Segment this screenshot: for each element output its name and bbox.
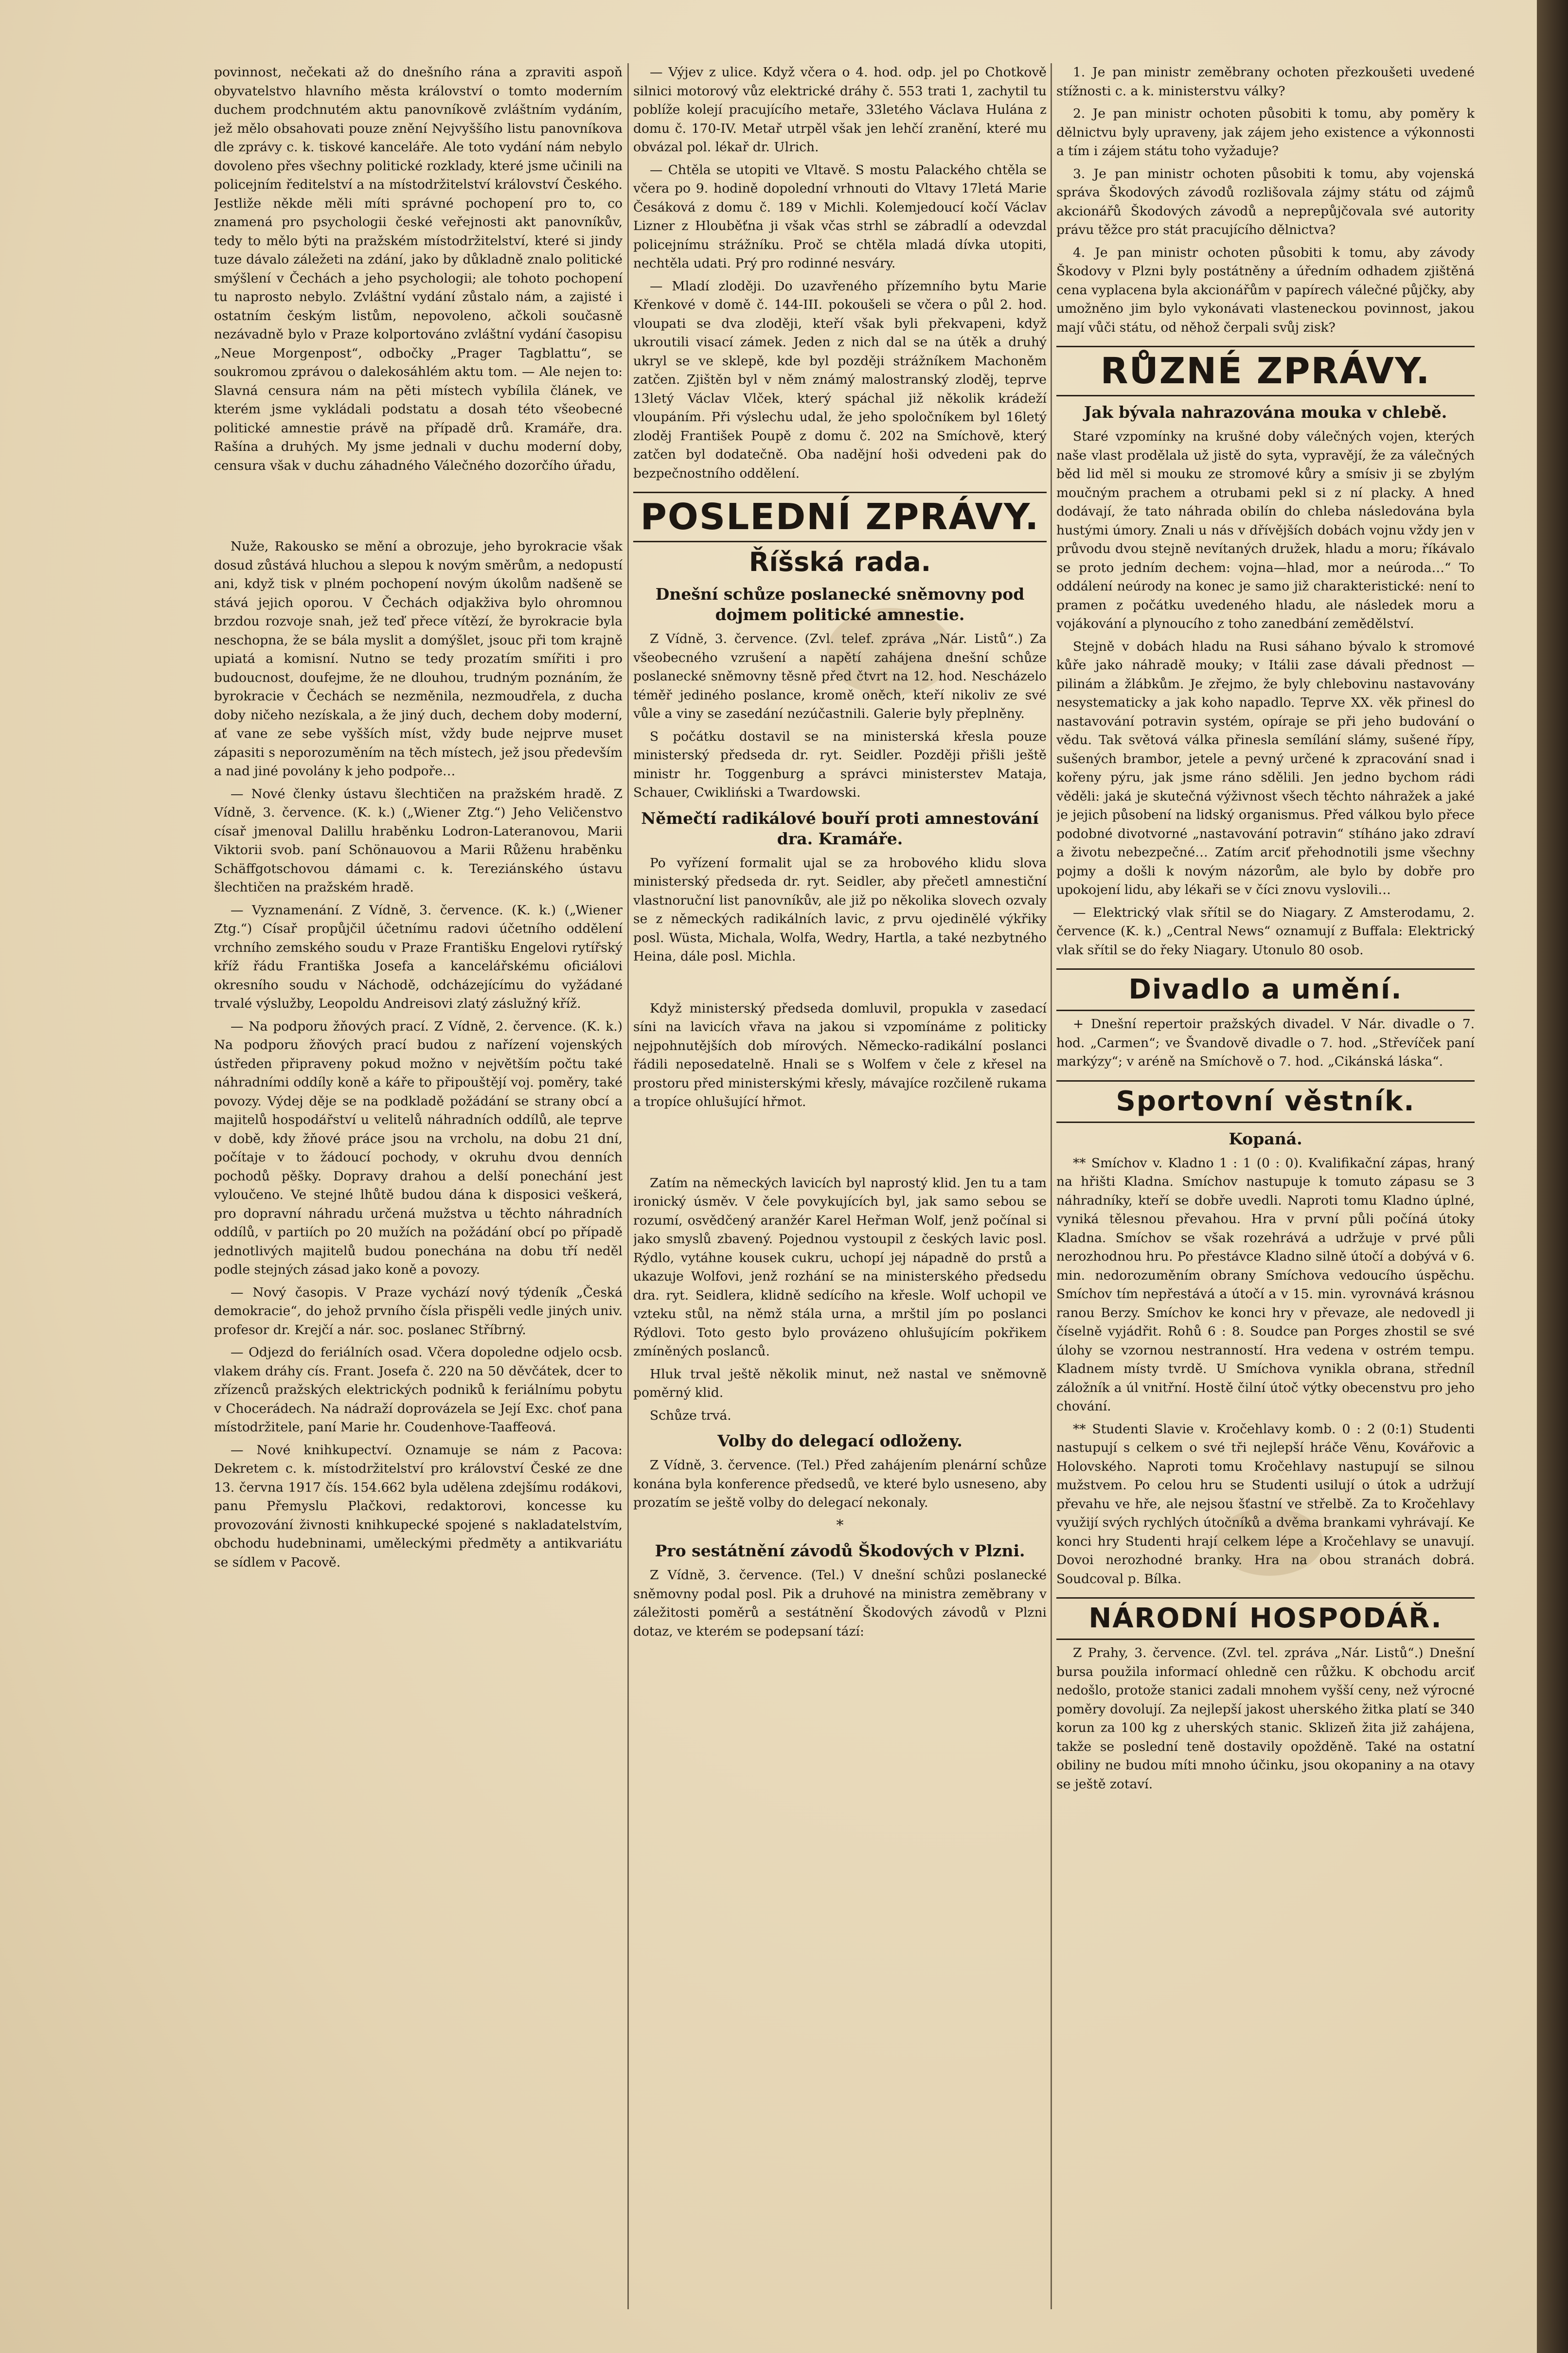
spacer	[214, 479, 623, 537]
news-item-street-accident: — Výjev z ulice. Když včera o 4. hod. odp. jel po Chotkově silnici motorový vůz elektrické dráhy č. 553 trati 1, zachytil tu poblíže kolejí pracujícího metaře, 33letého Václava Hulána z domu č. 170-IV. Metař utrpěl však jen lehčí zranění, které mu obvázal pol. lékař dr. Ulrich.	[633, 65, 1047, 155]
paragraph: + Dnešní repertoir pražských divadel. V Nár. divadle o 7. hod. „Carmen“; ve Švandově divadle o 7. hod. „Střevíček paní markýzy“; v aréně na Smíchově o 7. hod. „Cikánská láska“.	[1056, 1016, 1475, 1069]
spacer	[633, 1116, 1047, 1174]
section-subhead-reichsrat: Říšská rada.	[748, 547, 931, 577]
paragraph: Schůze trvá.	[650, 1408, 731, 1423]
section-banner-economy: NÁRODNÍ HOSPODÁŘ.	[1056, 1597, 1475, 1640]
headline-delegations: Volby do delegací odloženy.	[717, 1431, 962, 1450]
paragraph: ** Smíchov v. Kladno 1 : 1 (0 : 0). Kvalifikační zápas, hraný na hřišti Kladna. Smíchov nastupuje k tomuto zápasu se 3 náhradníky, kteří se dobře uvedli. Naproti tomu Kladno úplné, vyniká tělesnou převahou. Hra v první půli počíná útoky Kladna. Smíchov se však rozehrává a udržuje v prvé půli nerozhodnou hru. Po přestávce Kladno silně útočí a dobývá v 6. min. nedorozuměním obrany Smíchova vedoucího úspěchu. Smíchov tím nepřestává a útočí a v 15. min. vyrovnává krásnou ranou Berzy. Smíchov ke konci hry v převaze, ale nedovedl ji číselně vyjádřit. Rohů 6 : 8. Soudce pan Porges zhostil se své úlohy se vzornou nestranností. Hra vedena v ostrém tempu. Kladnem místy tvrdě. U Smíchova vynikla obrana, středníl záložník a úl vnitřní. Hostě čilní útoč výtky obecenstvu pro jeho chování.	[1056, 1155, 1475, 1414]
interpellation-question: 3. Je pan ministr ochoten působiti k tomu, aby vojenská správa Škodových závodů rozlišovala zájmy státu od zájmů akcionářů Škodových závodů a neprepůjčovala své autority právu těžce pro stát pracujícího dělnictva?	[1056, 166, 1475, 237]
headline-radicals: Němečtí radikálové bouří proti amnestování dra. Kramáře.	[641, 808, 1039, 848]
paragraph: Z Vídně, 3. července. (Tel.) V dnešní schůzi poslanecké sněmovny podal posl. Pik a druhové na ministra zeměbrany v záležitosti poměrů a sestátnění Škodových závodů v Plzni dotaz, ve kterém se podepsaní tází:	[633, 1568, 1047, 1639]
paragraph: Staré vzpomínky na krušné doby válečných vojen, kterých naše vlast prodělala už jistě do syta, vypravějí, že za válečných běd lid měl si mouku ze stromové kůry a smísiv ji se zbylým moučným prachem a otrubami pekl si z ní placky. A hned dodávají, že tato náhrada obilín do chleba následována byla hustými úmory. Znali u nás v dřívějších dobách vojnu vždy jen v průvodu dvou stejně nevítaných družek, hladu a moru; říkávalo se proto jedním dechem: vojna—hlad, mor a neúroda…“ To oddálení neúrody na konec je samo již charakteristické: není to pramen z počátku uvedeného hladu, ale následek moru a vojákování a plynoucího z toho zanedbání zemědělství.	[1056, 429, 1475, 631]
paragraph: Když ministerský předseda domluvil, propukla v zasedací síni na lavicích vřava na jakou si vzpomínáme z politicky nejpohnutějších dob mírových. Německo-radikální poslanci řádili neposedatelně. Hnali se s Wolfem v čele z křesel na prostoru před ministerskými křesly, mávajíce rozčileně rukama a tropíce ohlušující hřmot.	[633, 1000, 1047, 1109]
news-item-bookshop: — Nové knihkupectví. Oznamuje se nám z Pacova: Dekretem c. k. místodržitelství pro království České ze dne 13. června 1917 čís. 154.662 byla udělena zdejšímu rodákovi, panu Přemyslu Plačkovi, redaktorovi, koncesse ku provozování živnosti knihkupecké spojené s nakladatelstvím, obchodu hudebninami, uměleckými předměty a antikvariátu se sídlem v Pacově.	[214, 1442, 623, 1570]
section-banner-theatre: Divadlo a umění.	[1056, 968, 1475, 1011]
interpellation-question: 4. Je pan ministr ochoten působiti k tomu, aby závody Škodovy v Plzni byly postátněny a úředním odhadem zjištěná cena vyplacena byla akcionářům v papírech válečné půjčky, aby umožněno jim bylo vykonávati vlasteneckou povinnost, jakou mají vůči státu, od něhož čerpali svůj zisk?	[1056, 245, 1475, 335]
news-item-decoration: — Vyznamenání. Z Vídně, 3. července. (K. k.) („Wiener Ztg.“) Císař propůjčil účetnímu radovi účetního oddělení vrchního zemského soudu v Praze Františku Engelovi rytířský kříž řádu Františka Josefa a kancelářskému oficiálovi okresního soudu v Náchodě, odcházejícímu do vyžádané trvalé výslužby, Leopoldu Andreisovi zlatý záslužný kříž.	[214, 902, 623, 1011]
paragraph: Po vyřízení formalit ujal se za hrobového klidu slova ministerský předseda dr. ryt. Seidler, aby přečetl amnestiční vlastnoruční list panovníkův, ale již po několika slovech ozvaly se z německých radikálních lavic, z prvu ojedinělé výkřiky posl. Wüsta, Michala, Wolfa, Wedry, Hartla, a také nezbytného Heina, dále posl. Michla.	[633, 855, 1047, 964]
column-left	[214, 63, 623, 2319]
paragraph: Z Prahy, 3. července. (Zvl. tel. zpráva „Nár. Listů“.) Dnešní bursa použila informací ohledně cen růžku. K obchodu arciť nedošlo, protože stanici zadali mnohem vyšší ceny, než výrocné poměry dovolují. Za nejlepší jakost uherského žitka platí se 340 korun za 100 kg z uherských stanic. Sklizeň žita již zahájena, takže se poslední teně dostavily opožděně. Také na ostatní obiliny ne budou míti mnoho účinku, jsou okopaniny a na otavy se ještě zotaví.	[1056, 1645, 1475, 1792]
page-edge	[1537, 0, 1568, 2353]
news-item-vltava: — Chtěla se utopiti ve Vltavě. S mostu Palackého chtěla se včera po 9. hodině dopolední vrhnouti do Vltavy 17letá Marie Česáková z domu č. 189 v Michli. Kolemjedoucí kočí Václav Lizner z Hlouběťna ji však včas strhl se zábradlí a odevzdal policejnímu strážníku. Proč se chtěla mladá dívka utopiti, nechtěla udati. Prý pro rodinné nesváry.	[633, 162, 1047, 271]
paragraph: Stejně v dobách hladu na Rusi sáhano bývalo k stromové kůře jako náhradě mouky; v Itálii zase dávali přednost — pilinám a žlábkům. Je zřejmo, že byly chlebovinu nastavovány nesystematicky a jak koho napadlo. Teprve XX. věk přinesl do nastavování potravin systém, opíraje se při jeho budování o vědu. Tak světová válka přinesla semílání slámy, sušené řípy, sušených brambor, jetele a pevný určené k zpracování snad i kořeny pýru, jak jsme ráno sdělili. Jen jedno bychom rádi věděli: jaká je skutečná výživnost všech těchto náhražek a jaké je jejich působení na lidský organismus. Před válkou bylo přece podobné divotvorné „nastavování potravin“ stíháno jako zdraví a životu nebezpečné… Zatím arciť přehodnotili jsme všechny pojmy a došli k novým názorům, ale bylo by dobře pro upokojení lidu, aby lékaři se v číci znovu vyslovili…	[1056, 639, 1475, 897]
news-item-harvest-support: — Na podporu žňových prací. Z Vídně, 2. července. (K. k.) Na podporu žňových prací budou z nařízení vojenských ústředen připraveny pokud možno v největším počtu také náhradními oddíly koně a káře to připouštějí voj. poměry, také povozy. Výdej děje se na podkladě požádání se strany obcí a majitelů hospodářství u velitelů náhradních oddílů, ale teprve v době, kdy žňové práce jsou na vrcholu, na dobu 21 dní, počítaje v to žádoucí pochody, v okruhu dvou denních pochodů pěšky. Dopravy drahou a delší ponechání jest vyloučeno. Ve stejné lhůtě budou dána k disposici veškerá, pro dopravní náhradu určená mužstva u těchto náhradních oddílů, v partiích po 20 mužích na požádání obcí po případě jednotlivých majitelů budou ponechána na dobu tří neděl podle stejných zásad jako koně a povozy.	[214, 1018, 623, 1277]
column-middle	[633, 63, 1047, 2319]
column-rule	[1051, 63, 1052, 2309]
spacer	[633, 970, 1047, 999]
separator-star: *	[836, 1516, 844, 1534]
paragraph: Z Vídně, 3. července. (Tel.) Před zahájením plenární schůze konána byla konference předsedů, ve které bylo usneseno, aby prozatím se ještě volby do delegací nekonaly.	[633, 1458, 1047, 1510]
headline-session: Dnešní schůze poslanecké sněmovny pod dojmem politické amnestie.	[655, 585, 1025, 624]
paragraph: S počátku dostavil se na ministerská křesla pouze ministerský předseda dr. ryt. Seidler. Později přišli ještě ministr hr. Toggenburg a správci ministerstev Mataja, Schauer, Cwikliński a Twardowski.	[633, 729, 1047, 800]
interpellation-question: 1. Je pan ministr zeměbrany ochoten přezkoušeti uvedené stížnosti c. a k. ministerstvu války?	[1056, 65, 1475, 99]
news-item-new-magazine: — Nový časopis. V Praze vychází nový týdeník „Česká demokracie“, do jehož prvního čísla přispěli vedle jiných univ. profesor dr. Krejčí a nár. soc. poslanec Stříbrný.	[214, 1284, 623, 1337]
section-banner-latest-news: POSLEDNÍ ZPRÁVY.	[633, 492, 1047, 542]
paragraph: Zatím na německých lavicích byl naprostý klid. Jen tu a tam ironický úsměv. V čele povykujících byl, jak samo sebou se rozumí, osvědčený aranžér Karel Heřman Wolf, jenž počínal si jako smyslů zbavený. Pojednou vystoupil z českých lavic posl. Rýdlo, vytáhne kousek cukru, uchopí jej nápadně do prstů a ukazuje Wolfovi, jenž rozhání se na ministerského předsedu dra. ryt. Seidlera, klidně sedícího na křesle. Wolf uchopil ve vzteku stůl, na němž stála urna, a mrštil jím po poslanci Rýdlovi. Toto gesto bylo provázeno ohlušujícím pokřikem zmíněných poslanců.	[633, 1175, 1047, 1359]
section-banner-sport: Sportovní věstník.	[1056, 1080, 1475, 1123]
article-bureaucracy: Nuže, Rakousko se mění a obrozuje, jeho byrokracie však dosud zůstává hluchou a slepou k novým směrům, a nedopustí ani, když tisk v plném pochopení novým úkolům nadšeně se stává jejich oporou. V Čechách odjakživa bylo ohromnou brzdou rozvoje snah, jež teď přece vítězí, že byrokracie byla neschopna, že se bála myslit a domýšlet, jsouc při tom krajně upiatá a komisní. Nutno se tedy prozatím smířiti i pro budoucnost, doufejme, že ne dlouhou, trudným poznáním, že byrokracie v Čechách se nezměnila, nezmoudřela, z ducha doby ničeho nezískala, a že jiný duch, dechem doby moderní, ať vane ze sebe vyšších míst, vždy bude nejprve muset zápasiti s neporozuměním na těch místech, jež jsou především a nad jiné povolány k jeho podpoře…	[214, 539, 623, 779]
paragraph: Z Vídně, 3. července. (Zvl. telef. zpráva „Nár. Listů“.) Za všeobecného vzrušení a napětí zahájena dnešní schůze poslanecké sněmovny těsně před čtvrt na 12. hod. Nescházelo téměř jediného poslance, kromě oněch, kteří nikoliv ze své vůle a viny se zasedání nezúčastnili. Galerie byly přeplněny.	[633, 631, 1047, 721]
news-item-niagara: — Elektrický vlak sřítil se do Niagary. Z Amsterodamu, 2. července (K. k.) „Central News“ oznamují z Buffala: Elektrický vlak sřítil se do řeky Niagary. Utonulo 80 osob.	[1056, 905, 1475, 958]
news-item-holiday-camps: — Odjezd do feriálních osad. Včera dopoledne odjelo ocsb. vlakem dráhy cís. Frant. Josefa č. 220 na 50 děvčátek, dcer to zřízenců pražských elektrických podniků k feriálnímu pobytu v Chocerádech. Na nádraží doprovázela se Její Exc. choť pana místodržitele, paní Marie hr. Coudenhove-Taaffeová.	[214, 1345, 623, 1435]
paragraph: Hluk trval ještě několik minut, než nastal ve sněmovně poměrný klid.	[633, 1366, 1047, 1400]
column-right	[1056, 63, 1475, 2319]
headline-flour: Jak bývala nahrazována mouka v chlebě.	[1084, 403, 1447, 422]
news-item-young-thieves: — Mladí zloději. Do uzavřeného přízemního bytu Marie Křenkové v domě č. 144-III. pokoušeli se včera o půl 2. hod. vloupati se dva zloději, kteří však byli překvapeni, když ukroutili visací zámek. Jeden z nich dal se na útěk a druhý ukryl se ve sklepě, kde byl později strážníkem Machoněm zatčen. Zjištěn byl v něm známý malostranský zloděj, teprve 13letý Václav Vlček, který spáchal již několik krádeží vloupáním. Při výslechu udal, že jeho spoločníkem byl 16letý zloděj František Poupě z domu č. 202 na Smíchově, který zatčen byl dodatečně. Oba nadějní hoši odvedeni pak do bezpečnostního oddělení.	[633, 278, 1047, 481]
article-press-censorship: povinnost, nečekati až do dnešního rána a zpraviti aspoň obyvatelstvo hlavního města království o tomto moderním duchem prodchnutém aktu panovníkově zvláštním vydáním, jež mělo obsahovati pouze znění Nejvyššího listu panovníkova dle zprávy c. k. tiskové kanceláře. Ale toto vydání nám nebylo dovoleno přes všechny politické rozklady, které jsme učinili na policejním ředitelství a na místodržitelství království Českého. Jestliže někde měli míti správné pochopení pro to, co znamená pro psychologii české veřejnosti akt panovníkův, tedy to mělo býti na pražském místodržitelství, které si jindy tuze dávalo záležeti na zdání, jako by důkladně znalo politické smýšlení v Čechách a jeho psychologii; ale tohoto pochopení tu naprosto nebylo. Zvláštní vydání zůstalo nám, a zajisté i ostatním českým listům, nepovoleno, ačkoli současně nezávadně bylo v Praze kolportováno zvláštní vydání časopisu „Neue Morgenpost“, odbočky „Prager Tagblattu“, se soukromou zprávou o dalekosáhlém aktu tom. — Ale nejen to: Slavná censura nám na pěti místech vybílila článek, ve kterém jsme vykládali podstatu a dosah této všeobecné politické amnestie právě na případě drů. Kramáře, dra. Rašína a druhých. My jsme jednali v duchu moderní doby, censura však v duchu záhadného Válečného dozorčího úřadu,	[214, 65, 623, 473]
news-item-ladies-institute: — Nové členky ústavu šlechtičen na pražském hradě. Z Vídně, 3. července. (K. k.) („Wiener Ztg.“) Jeho Veličenstvo císař jmenoval Dalillu hraběnku Lodron-Lateranovou, Marii Viktorii svob. paní Schönauovou a Marii Růženu hraběnku Schäffgotschovou dámami c. k. Tereziánského ústavu šlechtičen na pražském hradě.	[214, 786, 623, 895]
interpellation-question: 2. Je pan ministr ochoten působiti k tomu, aby poměry k dělnictvu byly upraveny, jak zájem jeho existence a výkonnosti a tím i zájem státu toho vyžaduje?	[1056, 106, 1475, 159]
column-rule	[627, 63, 629, 2309]
paragraph: ** Studenti Slavie v. Kročehlavy komb. 0 : 2 (0:1) Studenti nastupují s celkem o své tři nejlepší hráče Věnu, Kovářovic a Holovského. Naproti tomu Kročehlavy nastupují se silnou mužstvem. Po celou hru se Studenti usilují o útok a udržují převahu ve hře, ale nejsou šťastní ve střelbě. Za to Kročehlavy využijí svých rychlých útočníků a dvěma brankami vyhrávají. Ke konci hry Studenti hrají celkem lépe a Kročehlavy se unavují. Dovoi nerozhodné branky. Hra na obou stranách dobrá. Soudcoval p. Bílka.	[1056, 1421, 1475, 1586]
headline-football: Kopaná.	[1229, 1129, 1302, 1148]
headline-skoda: Pro sestátnění závodů Škodových v Plzni.	[655, 1541, 1025, 1560]
section-banner-various-news: RŮZNÉ ZPRÁVY.	[1056, 346, 1475, 396]
